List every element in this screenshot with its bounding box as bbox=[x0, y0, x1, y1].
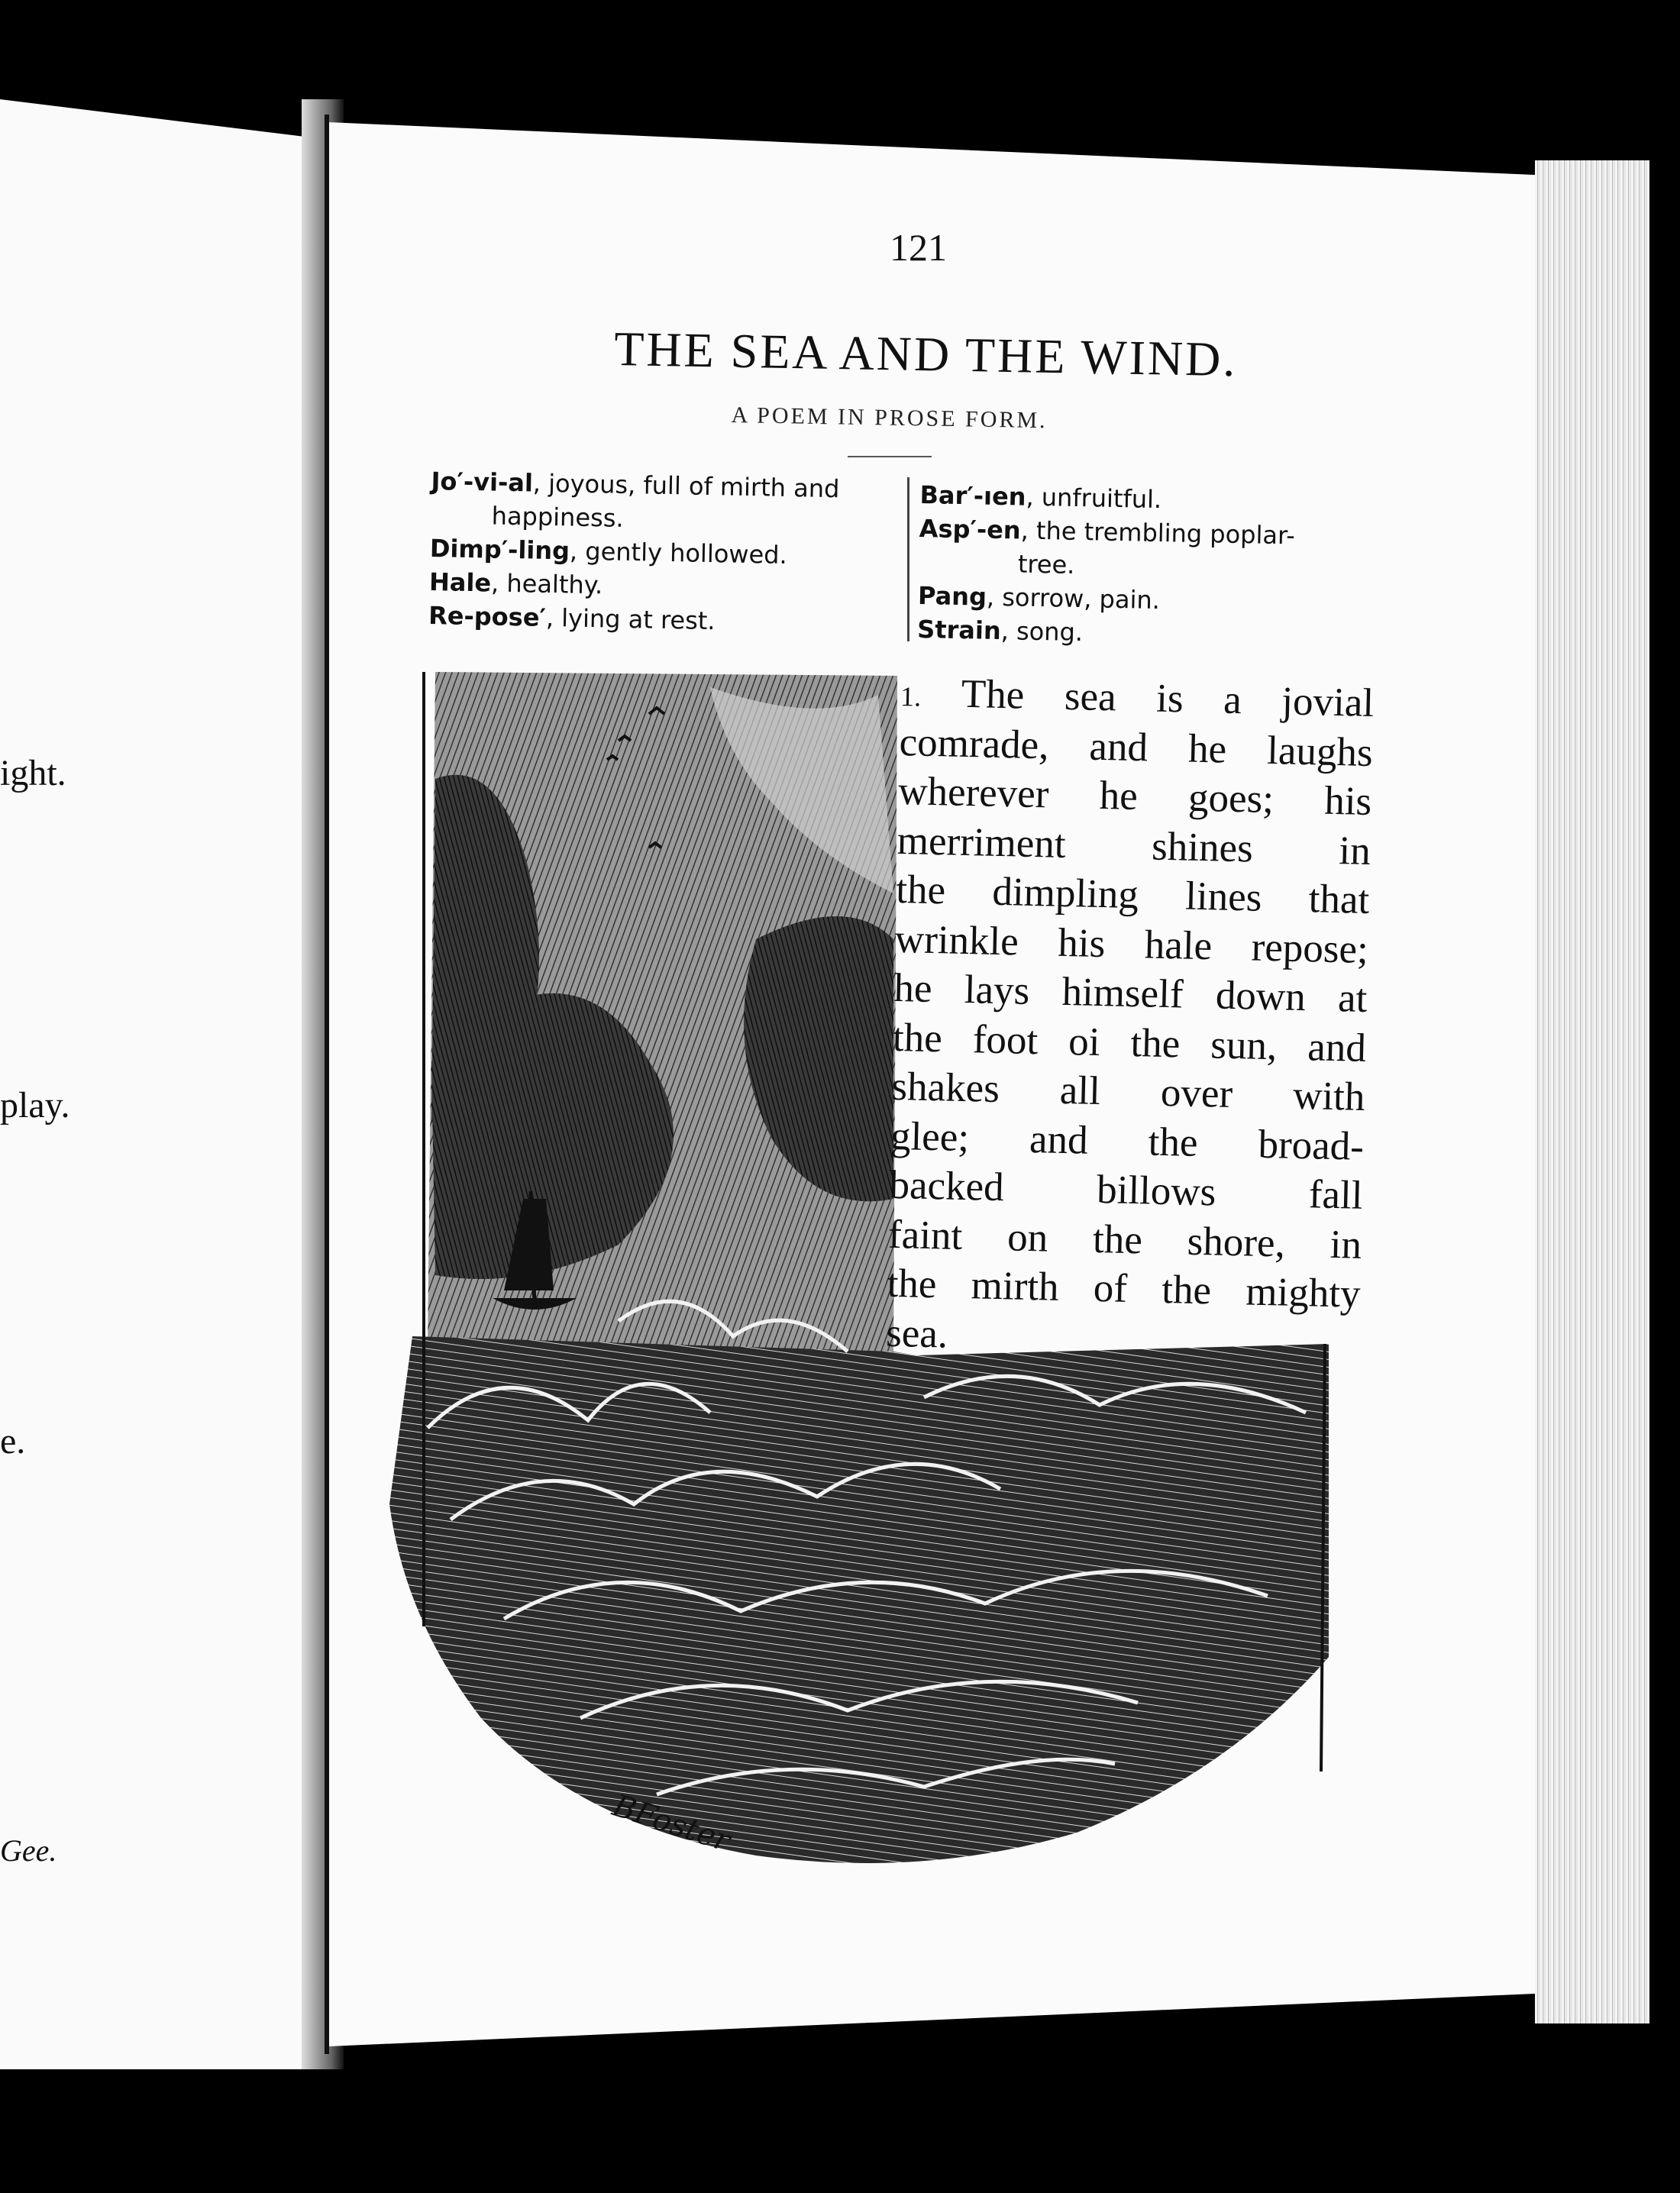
vocab-entry: Dimp′-ling, gently hollowed. bbox=[429, 533, 788, 570]
artist-signature: BFoster bbox=[608, 1788, 735, 1859]
text-line: shakes all over with bbox=[890, 1064, 1366, 1119]
vocab-entry: Jo′-vi-al, joyous, full of mirth and bbox=[431, 466, 840, 504]
page-edges bbox=[1535, 160, 1649, 2023]
page-title: THE SEA AND THE WIND. bbox=[613, 321, 1239, 387]
body-paragraph bbox=[886, 668, 1375, 1368]
vocab-entry: Re-pose′, lying at rest. bbox=[428, 600, 716, 636]
vocab-entry: Bar′-ıen, unfruitful. bbox=[919, 480, 1162, 515]
text-line: he lays himself down at bbox=[893, 965, 1368, 1021]
text-line: the mirth of the mighty bbox=[887, 1261, 1362, 1316]
text-line: backed billows fall bbox=[888, 1162, 1364, 1218]
text-line: merriment shines in bbox=[897, 818, 1371, 874]
paragraph-number: 1. bbox=[900, 680, 922, 712]
left-page-fragment-1: ight. bbox=[0, 753, 66, 793]
text-line: the foot oi the sun, and bbox=[892, 1015, 1367, 1071]
spine-line bbox=[325, 115, 329, 2054]
vocabulary-left bbox=[428, 466, 840, 641]
vocab-entry-continuation: happiness. bbox=[491, 501, 624, 533]
vocab-entry: Hale, healthy. bbox=[428, 567, 603, 600]
text-line: glee; and the broad- bbox=[890, 1113, 1365, 1169]
stormy-sea bbox=[389, 1336, 1329, 1863]
vocabulary-divider bbox=[907, 477, 909, 641]
vocab-entry: Strain, song. bbox=[916, 614, 1084, 648]
text-line: faint on the shore, in bbox=[887, 1212, 1362, 1268]
text-line: the dimpling lines that bbox=[895, 867, 1370, 922]
text-line: comrade, and he laughs bbox=[899, 719, 1374, 775]
vocab-entry-continuation: tree. bbox=[1017, 549, 1075, 580]
text-line: wrinkle his hale repose; bbox=[894, 916, 1369, 972]
page-subtitle: A POEM IN PROSE FORM. bbox=[731, 402, 1048, 434]
text-line: wherever he goes; his bbox=[897, 768, 1372, 825]
vocabulary-right bbox=[917, 480, 1296, 654]
vocab-entry: Asp′-en, the trembling poplar- bbox=[919, 513, 1296, 551]
vocab-entry: Pang, sorrow, pain. bbox=[917, 580, 1161, 615]
left-page-fragment-4: Gee. bbox=[0, 1833, 57, 1868]
text-line: sea. bbox=[885, 1310, 948, 1357]
left-page-fragment-3: e. bbox=[0, 1421, 26, 1461]
left-page-fragment-2: play. bbox=[0, 1085, 70, 1126]
text-line: 1. The sea is a jovial bbox=[900, 671, 1375, 726]
page-number: 121 bbox=[890, 226, 947, 269]
title-rule bbox=[848, 456, 932, 457]
